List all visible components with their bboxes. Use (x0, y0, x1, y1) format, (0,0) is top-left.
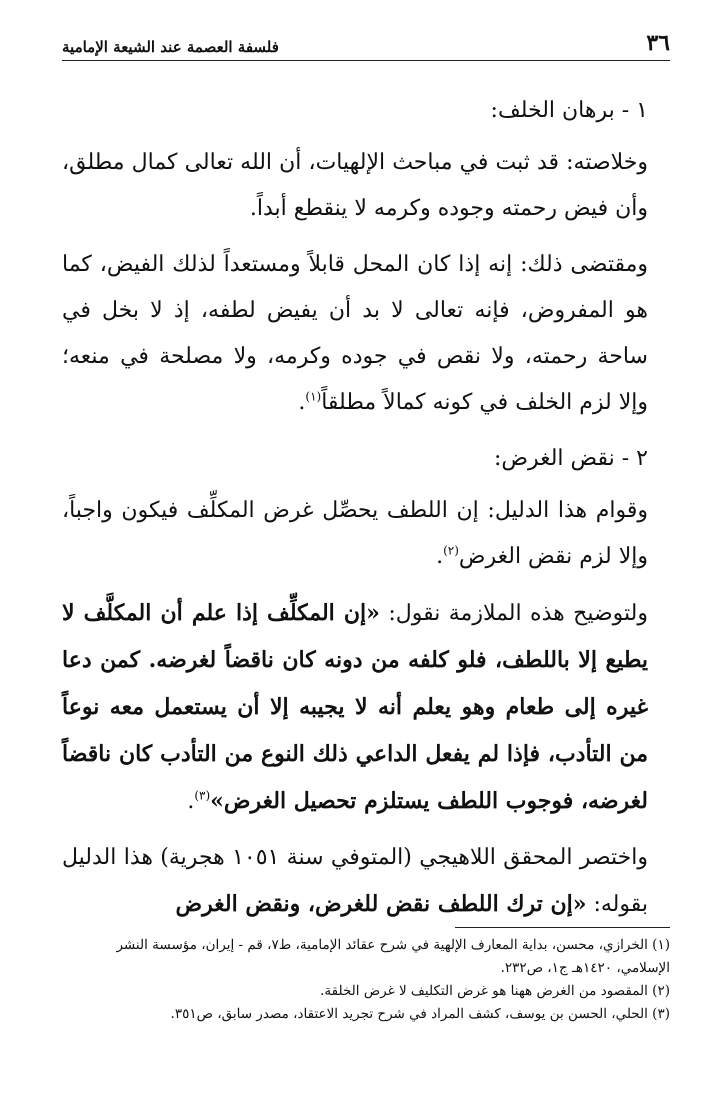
paragraph-2-end: . (298, 390, 306, 415)
footnote-2: (٢) المقصود من الغرض ههنا هو غرض التكليف لا غرض الخلقة. (320, 983, 670, 999)
footnote-ref-2: (٢) (443, 543, 459, 558)
body-text (62, 88, 670, 938)
paragraph-3-end: . (436, 544, 444, 569)
paragraph-2 (62, 242, 670, 426)
paragraph-4-quote: «إن المكلِّف إذا علم أن المكلَّف لا يطيع إلا باللطف، فلو كلفه من دونه كان ناقضاً لغرضه. كمن دعا غيره إلى طعام وهو يعلم أنه لا يجيبه إلا أن يستعمل معه نوعاً من التأدب، فإذا لم يفعل الداعي ذلك النوع من التأدب كان ناقضاً لغرضه، فوجوب اللطف يستلزم تحصيل الغرض» (62, 600, 648, 814)
page-header (62, 30, 670, 61)
paragraph-2-text: ومقتضى ذلك: إنه إذا كان المحل قابلاً ومستعداً لذلك الفيض، كما هو المفروض، فإنه تعالى لا بد أن يفيض لطفه، إذ لا بخل في ساحة رحمته، ولا نقص في جوده وكرمه، ولا مصلحة في منعه؛ وإلا لزم الخلف في كونه كمالاً مطلقاً (62, 252, 648, 415)
running-title: فلسفة العصمة عند الشيعة الإمامية (62, 38, 279, 56)
paragraph-4-end: . (187, 789, 195, 814)
paragraph-4 (62, 590, 670, 825)
paragraph-3-text: وقوام هذا الدليل: إن اللطف يحصِّل غرض المكلِّف فيكون واجباً، وإلا لزم نقض الغرض (62, 498, 648, 569)
section-heading-2: ٢ - نقض الغرض: (493, 446, 648, 471)
footnote-ref-1: (١) (305, 389, 322, 404)
paragraph-5 (62, 835, 670, 928)
paragraph-1: وخلاصته: قد ثبت في مباحث الإلهيات، أن الله تعالى كمال مطلق، وأن فيض رحمته وجوده وكرمه لا ينقطع أبداً. (62, 150, 648, 221)
footnotes (62, 934, 670, 1026)
page-number: ٣٦ (646, 30, 670, 56)
footnote-1: (١) الخرازي، محسن، بداية المعارف الإلهية في شرح عقائد الإمامية، ط٧، قم - إيران، مؤسسة النشر الإسلامي، ١٤٢٠هـ ج١، ص٢٣٢. (116, 937, 670, 976)
paragraph-5-quote: «إن ترك اللطف نقض للغرض، ونقض الغرض (175, 891, 587, 917)
footnote-divider (455, 927, 670, 928)
paragraph-4-intro: ولتوضيح هذه الملازمة نقول: (379, 601, 648, 626)
paragraph-3 (62, 488, 670, 580)
footnote-3: (٣) الحلي، الحسن بن يوسف، كشف المراد في شرح تجريد الاعتقاد، مصدر سابق، ص٣٥١. (170, 1006, 670, 1022)
section-heading-1: ١ - برهان الخلف: (490, 98, 648, 123)
footnote-ref-3: (٣) (194, 788, 211, 803)
paragraph-5-intro: واختصر المحقق اللاهيجي (المتوفي سنة ١٠٥١ هجرية) هذا الدليل بقوله: (62, 845, 648, 917)
